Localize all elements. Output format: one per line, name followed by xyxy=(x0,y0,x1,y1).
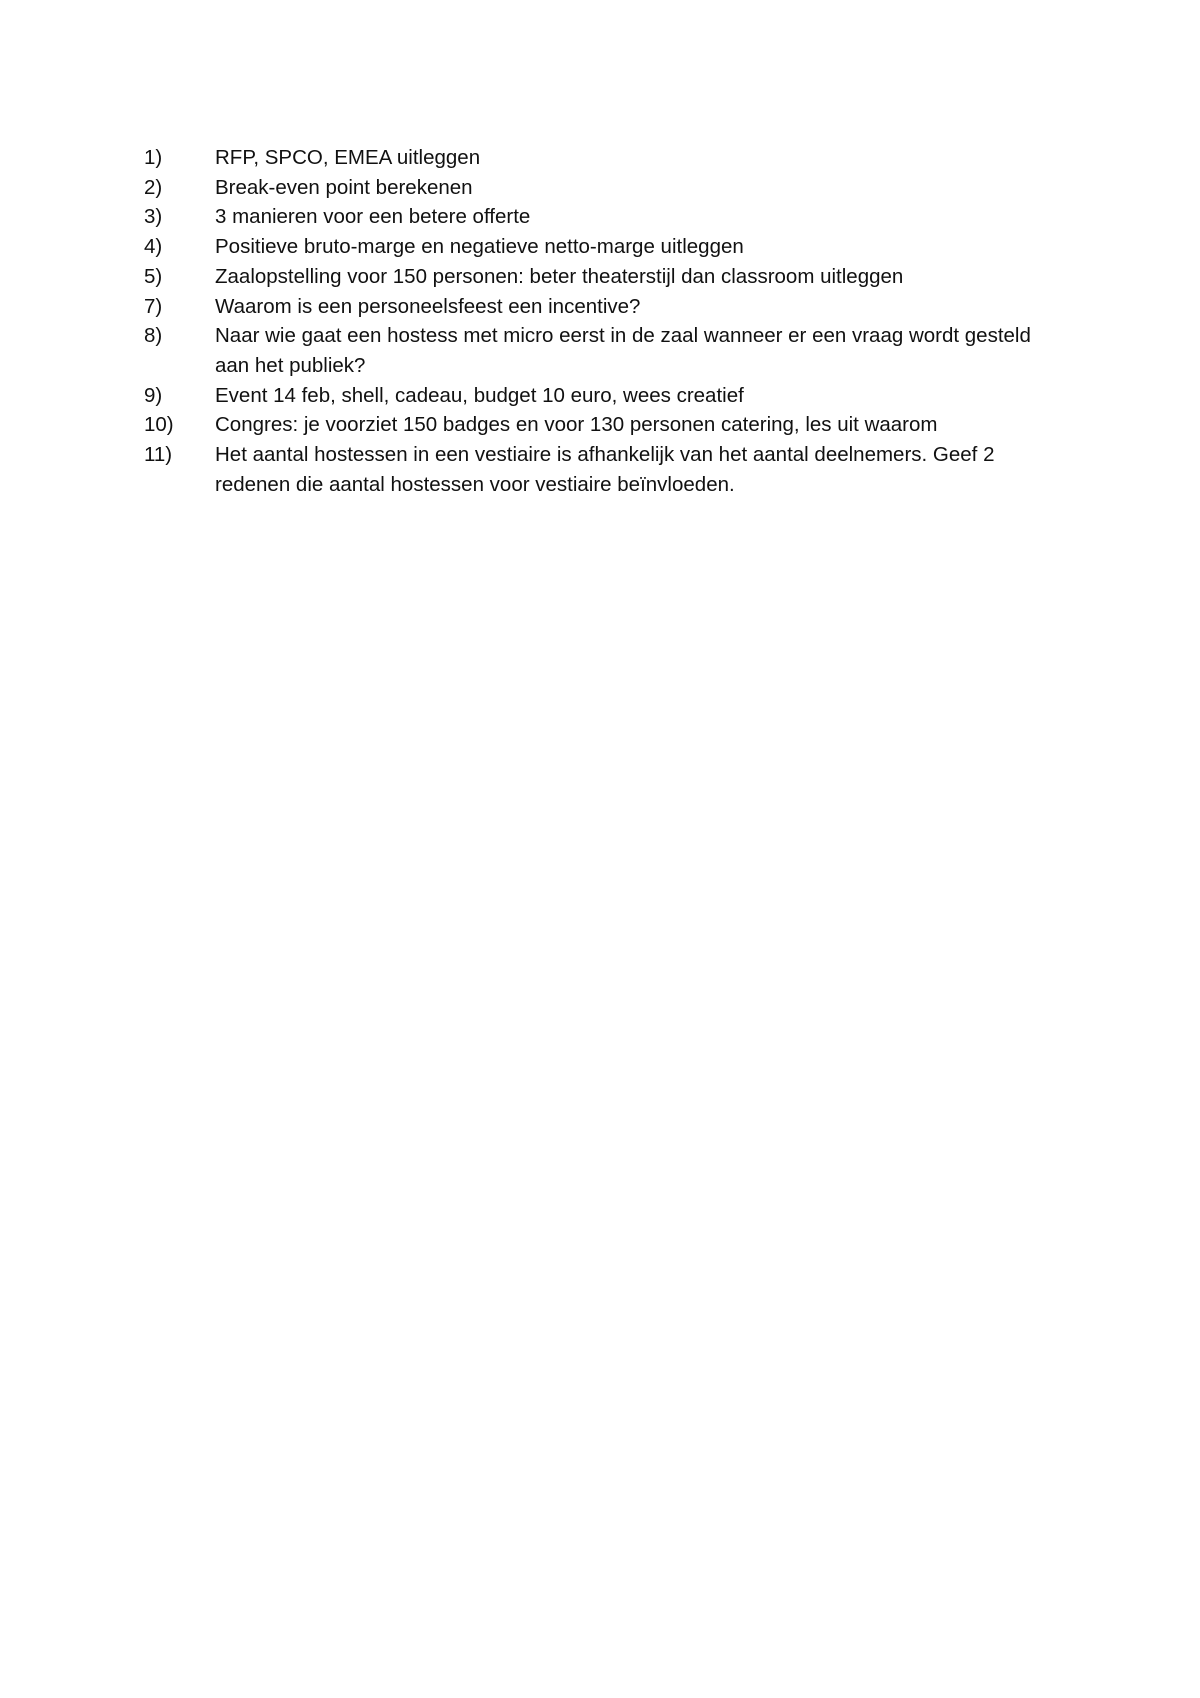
question-number: 11) xyxy=(144,443,173,467)
question-number: 10) xyxy=(144,413,174,437)
question-list xyxy=(144,143,1064,499)
question-text: Het aantal hostessen in een vestiaire is afhankelijk van het aantal deelnemers. Geef 2 redenen die aantal hostessen voor vestiaire beïnvloeden. xyxy=(215,443,995,496)
question-number: 5) xyxy=(144,264,163,288)
question-item xyxy=(144,440,1064,499)
question-item xyxy=(144,173,1064,203)
question-text: 3 manieren voor een betere offerte xyxy=(215,205,531,229)
question-item xyxy=(144,232,1064,262)
question-item xyxy=(144,262,1064,292)
question-text: Congres: je voorziet 150 badges en voor 130 personen catering, les uit waarom xyxy=(215,413,938,437)
question-number: 3) xyxy=(144,205,163,229)
question-text: Event 14 feb, shell, cadeau, budget 10 euro, wees creatief xyxy=(215,383,744,407)
question-number: 8) xyxy=(144,324,163,348)
question-text: Naar wie gaat een hostess met micro eerst in de zaal wanneer er een vraag wordt gesteld aan het publiek? xyxy=(215,324,1031,377)
question-item xyxy=(144,143,1064,173)
question-text: Break-even point berekenen xyxy=(215,175,473,199)
question-item xyxy=(144,410,1064,440)
question-number: 2) xyxy=(144,175,163,199)
question-text: RFP, SPCO, EMEA uitleggen xyxy=(215,146,481,169)
question-text: Waarom is een personeelsfeest een incentive? xyxy=(215,294,641,318)
question-number: 1) xyxy=(144,146,163,169)
question-item xyxy=(144,321,1064,380)
question-number: 7) xyxy=(144,294,163,318)
question-text: Positieve bruto-marge en negatieve netto-marge uitleggen xyxy=(215,235,744,259)
question-item xyxy=(144,202,1064,232)
question-text: Zaalopstelling voor 150 personen: beter theaterstijl dan classroom uitleggen xyxy=(215,264,904,288)
question-item xyxy=(144,381,1064,411)
question-number: 4) xyxy=(144,235,163,259)
question-item xyxy=(144,292,1064,322)
question-number: 9) xyxy=(144,383,163,407)
